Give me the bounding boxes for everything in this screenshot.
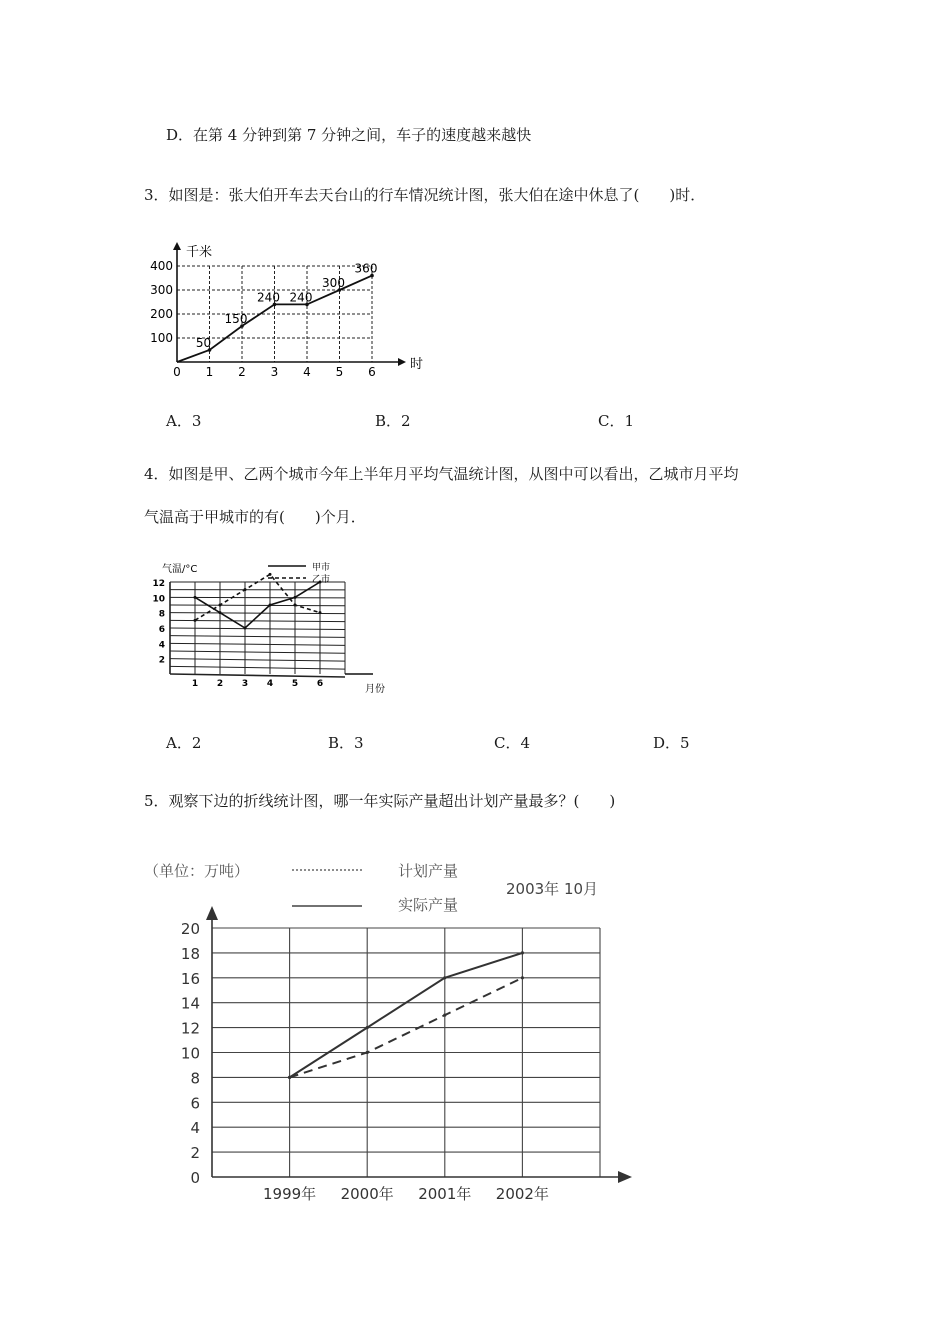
x-tick-label: 5 [335,365,344,379]
actual-line [290,953,523,1078]
grid-line-h [170,636,345,638]
grid-line-h [170,659,345,662]
data-label: 50 [195,336,212,350]
data-label: 240 [289,290,313,305]
data-point [194,619,197,622]
y-axis-arrow [206,906,218,920]
grid-line-h [170,651,345,653]
y-tick-label: 4 [190,1119,200,1138]
y-tick-label: 12 [152,579,165,589]
y-tick-label: 12 [180,1019,200,1038]
data-label: 240 [257,290,280,305]
grid-line-h [170,666,345,669]
y-tick-label: 14 [180,994,200,1013]
y-axis-arrow [173,242,181,250]
y-tick-label: 16 [180,969,200,988]
x-tick-label: 3 [241,679,249,689]
q3-option-b[interactable]: B．2 [375,412,411,430]
data-point [366,1051,369,1054]
data-point [244,588,247,591]
data-point [194,596,197,599]
data-point [244,627,247,630]
x-axis-arrow [398,358,406,366]
x-tick-label: 2002年 [495,1185,549,1203]
grid-line-h [170,605,345,606]
y-axis-label: 气温/°C [162,564,198,575]
x-tick-label: 6 [316,679,324,689]
y-tick-label: 18 [180,944,200,963]
data-point [219,611,222,614]
data-point [294,596,297,599]
x-tick-label: 1999年 [263,1185,317,1203]
q4-stem-line1: 4．如图是甲、乙两个城市今年上半年月平均气温统计图，从图中可以看出，乙城市月平均 [144,465,739,483]
q3-option-c[interactable]: C．1 [598,412,635,430]
x-tick-label: 2000年 [340,1185,394,1203]
data-point [366,1026,369,1029]
legend-actual-label: 实际产量 [398,896,459,914]
y-tick-label: 200 [150,307,173,321]
q4-option-b[interactable]: B．3 [328,734,364,752]
legend-jia-label: 甲市 [312,563,331,573]
y-tick-label: 6 [158,625,165,635]
q2-option-d: D．在第 4 分钟到第 7 分钟之间，车子的速度越来越快 [166,126,532,144]
q4-option-c[interactable]: C．4 [494,734,531,752]
grid-line-h [170,674,345,677]
data-point [443,1014,446,1017]
y-tick-label: 8 [158,609,165,620]
data-point [288,1076,291,1079]
q4-option-d[interactable]: D．5 [653,734,690,752]
x-axis-label: 时 [410,357,424,372]
data-point [319,611,322,614]
x-tick-label: 3 [270,365,279,379]
date-note: 2003年 10月 [506,880,599,898]
y-tick-label: 4 [158,640,165,651]
q3-stem: 3．如图是：张大伯开车去天台山的行车情况统计图，张大伯在途中休息了( )时． [144,186,706,204]
data-point [521,976,524,979]
q4-stem-line2: 气温高于甲城市的有( )个月． [144,508,366,526]
legend-yi-label: 乙市 [312,575,331,585]
x-tick-label: 2 [216,679,224,689]
x-tick-label: 0 [173,365,181,379]
y-tick-label: 0 [190,1169,200,1187]
q3-option-a[interactable]: A．3 [166,412,202,430]
q4-option-a[interactable]: A．2 [166,734,202,752]
x-tick-label: 6 [368,365,376,379]
q4-chart [140,556,400,698]
data-point [521,951,524,954]
data-point [443,976,446,979]
data-point [294,604,297,607]
y-tick-label: 300 [150,283,173,297]
grid-line-h [170,643,345,645]
x-tick-label: 2 [238,365,246,379]
x-axis-arrow [618,1171,632,1183]
x-tick-label: 1 [191,679,199,689]
y-tick-label: 400 [150,259,173,273]
y-tick-label: 10 [180,1044,200,1063]
data-label: 150 [224,312,248,326]
y-tick-label: 10 [152,594,165,605]
data-point [269,604,272,607]
y-tick-label: 8 [190,1069,200,1088]
y-tick-label: 6 [190,1094,200,1113]
q3-chart [140,238,430,383]
x-tick-label: 2001年 [418,1185,472,1203]
y-tick-label: 2 [190,1144,200,1163]
x-tick-label: 5 [291,679,299,689]
grid-line-h [170,628,345,630]
data-label: 300 [322,276,345,290]
legend-plan-label: 计划产量 [398,862,459,880]
x-tick-label: 1 [205,365,214,379]
q5-stem: 5．观察下边的折线统计图，哪一年实际产量超出计划产量最多？( ) [144,792,616,810]
data-point [269,573,272,576]
x-tick-label: 4 [266,679,274,689]
x-axis-label: 月份 [365,684,385,695]
y-tick-label: 100 [150,331,173,345]
y-tick-label: 20 [180,920,200,938]
data-label: 360 [354,261,378,276]
y-axis-label: 千米 [186,245,213,260]
x-tick-label: 4 [303,365,311,379]
y-tick-label: 2 [158,655,165,666]
q5-chart [140,850,640,1210]
data-point [219,604,222,607]
unit-label: （单位：万吨） [144,862,250,880]
